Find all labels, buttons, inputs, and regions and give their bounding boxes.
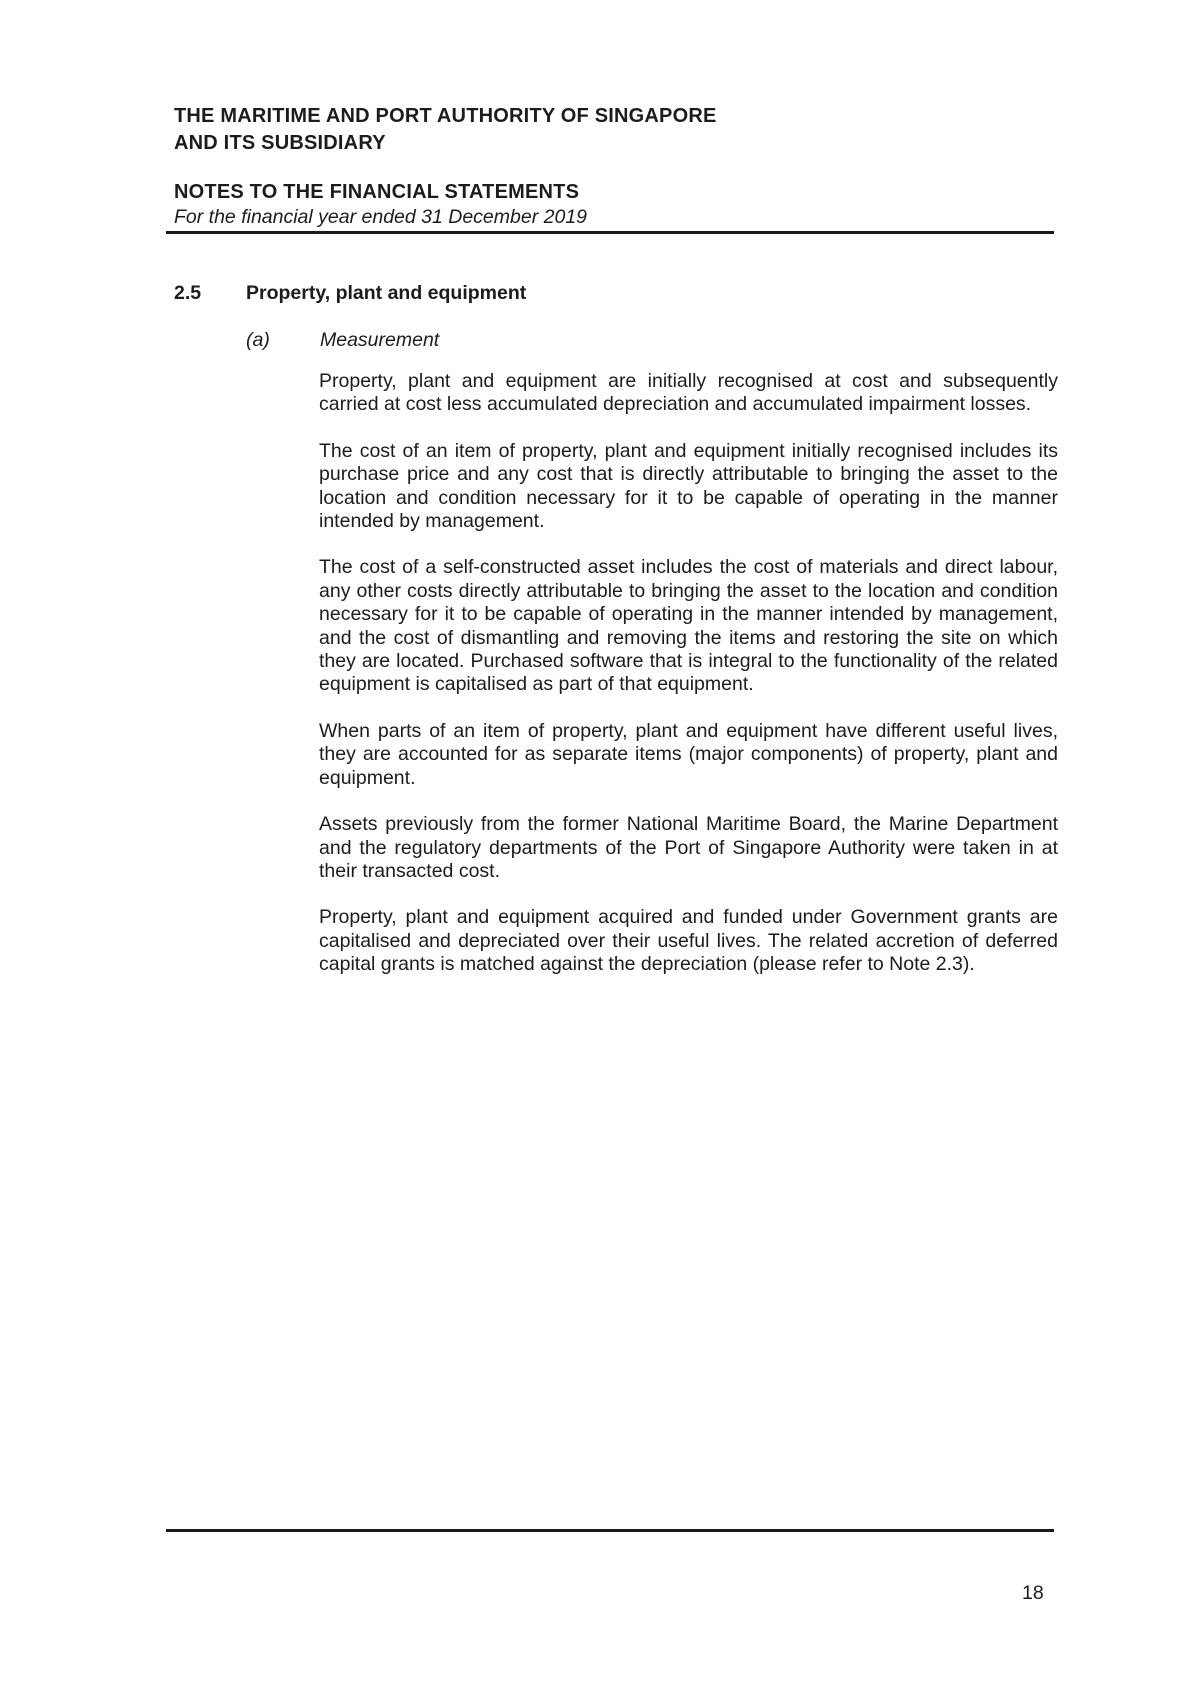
body-text-column (319, 370, 1058, 1000)
subsection-title: Measurement (320, 329, 440, 351)
paragraph-measurement-3: The cost of a self-constructed asset includes the cost of materials and direct labour, any other costs directly attributable to bringing the asset to the location and condition necessary for it to be capable of operating in the manner intended by management, and the cost of dismantling and removing the items and restoring the site on which they are located. Purchased software that is integral to the functionality of the related equipment is capitalised as part of that equipment. (319, 556, 1058, 696)
section-number: 2.5 (174, 282, 202, 304)
subsection-label: (a) (246, 329, 270, 351)
organisation-name-line2: AND ITS SUBSIDIARY (174, 132, 386, 154)
organisation-name (174, 103, 717, 157)
paragraph-measurement-5: Assets previously from the former National Maritime Board, the Marine Department and the regulatory departments of the Port of Singapore Authority were taken in at their transacted cost. (319, 813, 1058, 882)
header-rule (166, 231, 1054, 234)
paragraph-measurement-1: Property, plant and equipment are initially recognised at cost and subsequently carried at cost less accumulated depreciation and accumulated impairment losses. (319, 370, 1058, 416)
paragraph-measurement-2: The cost of an item of property, plant and equipment initially recognised includes its purchase price and any cost that is directly attributable to bringing the asset to the location and condition necessary for it to be capable of operating in the manner intended by management. (319, 439, 1058, 533)
paragraph-measurement-6: Property, plant and equipment acquired and funded under Government grants are capitalised and depreciated over their useful lives. The related accretion of deferred capital grants is matched against the depreciation (please refer to Note 2.3). (319, 906, 1058, 976)
document-title: NOTES TO THE FINANCIAL STATEMENTS (174, 181, 580, 203)
organisation-name-line1: THE MARITIME AND PORT AUTHORITY OF SINGAPORE (174, 105, 717, 127)
paragraph-measurement-4: When parts of an item of property, plant and equipment have different useful lives, they are accounted for as separate items (major components) of property, plant and equipment. (319, 719, 1058, 789)
document-subtitle: For the financial year ended 31 December 2019 (174, 206, 588, 228)
page-number: 18 (1022, 1582, 1044, 1604)
footer-rule (166, 1529, 1054, 1532)
section-title: Property, plant and equipment (246, 282, 527, 304)
